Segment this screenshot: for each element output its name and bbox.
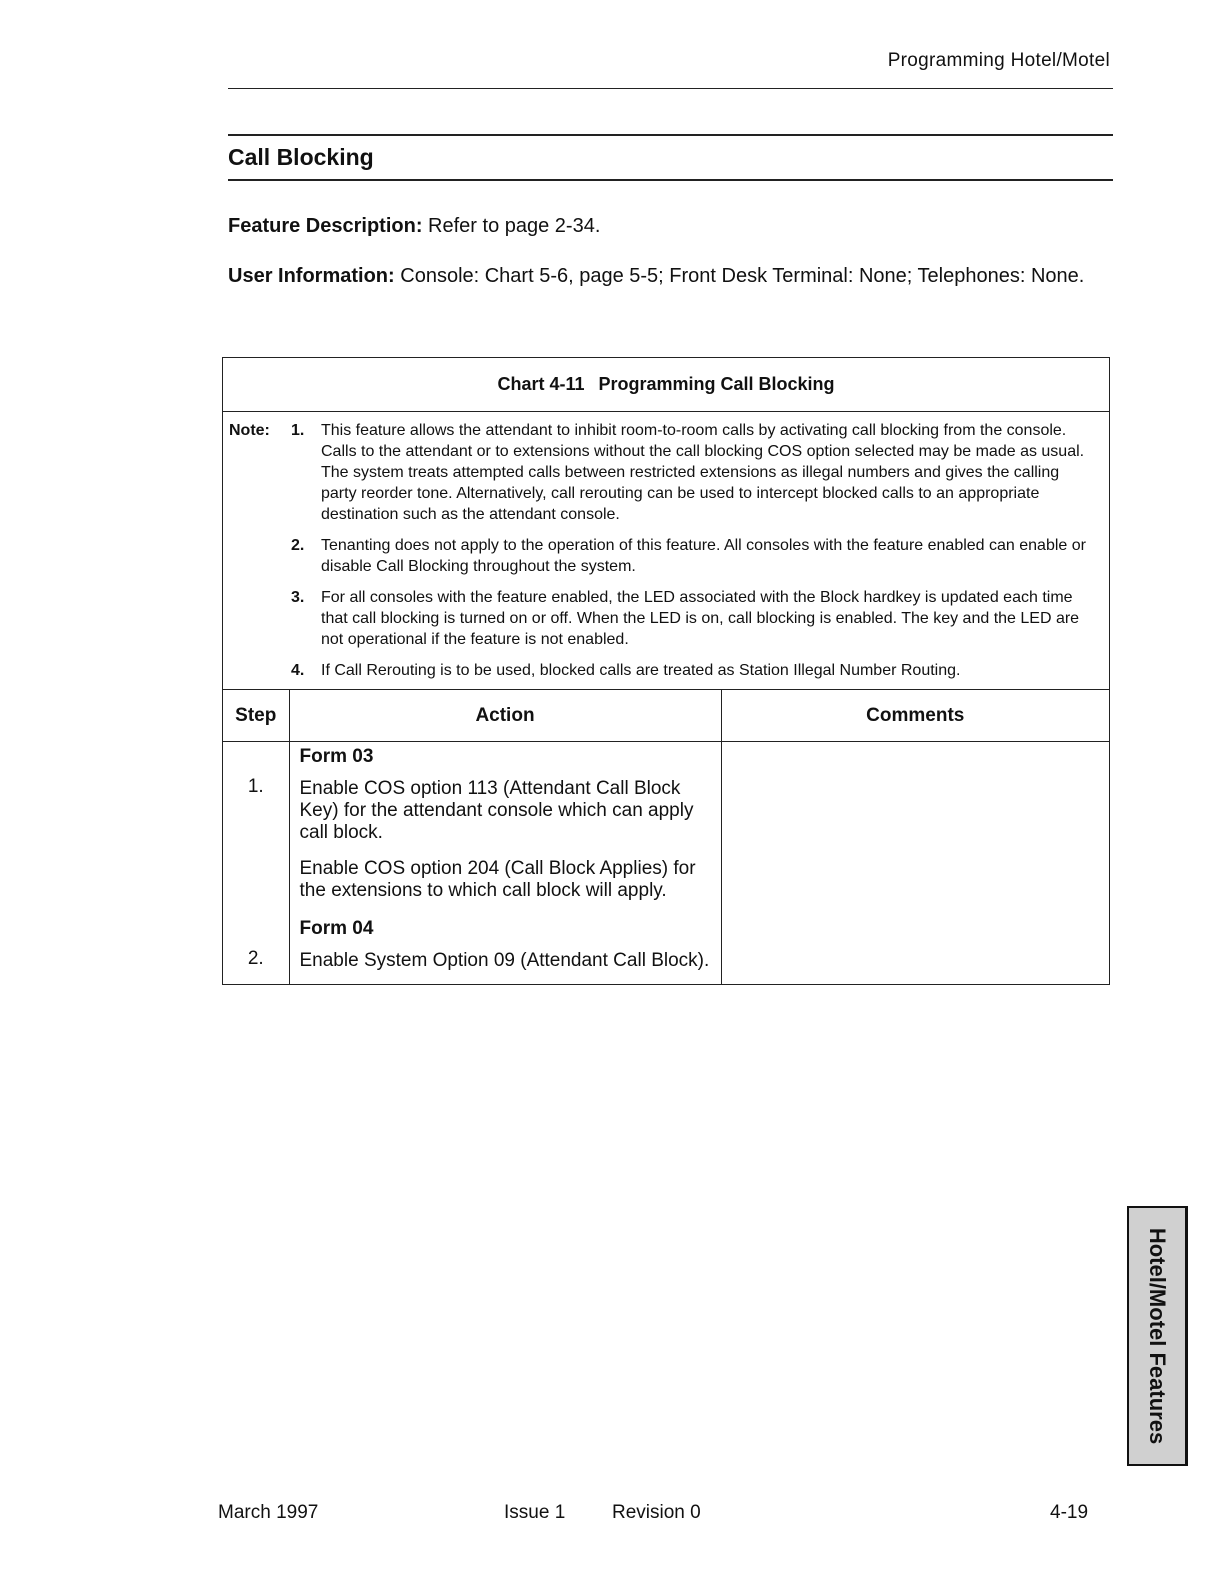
chart-number: Chart 4-11: [497, 374, 585, 394]
notes-block: [223, 412, 1109, 689]
user-information: [228, 264, 1113, 289]
table-header-row: [223, 690, 1109, 742]
user-information-label: User Information:: [228, 265, 395, 287]
feature-description-text: Refer to page 2-34.: [428, 215, 601, 237]
section-title: Call Blocking: [228, 144, 374, 170]
step-number: 2.: [247, 948, 264, 969]
table-row: [223, 742, 1109, 915]
chart-box: [222, 357, 1110, 985]
note-text: For all consoles with the feature enabled, the LED associated with the Block hardkey is updated each time that call blocking is turned on or off. When the LED is on, call blocking is enabled. The key and the LED are not operational if the feature is not enabled.: [321, 589, 1080, 648]
note-item: [229, 535, 1099, 577]
footer-date: March 1997: [218, 1502, 319, 1523]
action-column-header: Action: [289, 690, 721, 742]
comments-column-header: Comments: [721, 690, 1109, 742]
step-cell: [223, 742, 289, 915]
note-text: Tenanting does not apply to the operation of this feature. All consoles with the feature enabled can enable or disable Call Blocking throughout the system.: [321, 537, 1086, 575]
note-item: [229, 420, 1099, 525]
note-label: Note:: [229, 422, 270, 439]
action-cell: [289, 914, 721, 984]
note-number: 1.: [291, 422, 305, 439]
side-tab-label: Hotel/Motel Features: [1145, 1227, 1170, 1445]
action-text: Enable COS option 204 (Call Block Applies) for the extensions to which call block will apply.: [299, 858, 696, 901]
side-tab: [1127, 1206, 1187, 1466]
section-rule-bottom: [228, 179, 1113, 181]
steps-table: [223, 689, 1109, 984]
note-number: 4.: [291, 662, 305, 679]
comments-cell: [721, 742, 1109, 985]
note-item: [229, 660, 1099, 681]
chart-title-text: Programming Call Blocking: [598, 374, 835, 394]
footer-revision: Revision 0: [612, 1502, 701, 1523]
footer-page-number: 4-19: [1050, 1502, 1089, 1523]
header-rule: [228, 88, 1113, 89]
feature-description-label: Feature Description:: [228, 215, 423, 237]
note-number: 3.: [291, 589, 305, 606]
footer-issue: Issue 1: [504, 1502, 566, 1523]
feature-description: [228, 214, 1113, 239]
note-number: 2.: [291, 537, 305, 554]
note-text: This feature allows the attendant to inhibit room-to-room calls by activating call blocking from the console. Calls to the attendant or to extensions without the call blocking COS option selected may be made as usual. The system treats attempted calls between restricted extensions as illegal numbers and gives the calling party reorder tone. Alternatively, call rerouting can be used to intercept blocked calls to an appropriate destination such as the attendant console.: [321, 422, 1085, 523]
action-text: Enable System Option 09 (Attendant Call Block).: [299, 950, 710, 971]
chart-title: [223, 358, 1109, 412]
action-text: Enable COS option 113 (Attendant Call Block Key) for the attendant console which can apply call block.: [299, 778, 694, 843]
step-number: 1.: [247, 776, 264, 797]
form-label: Form 04: [299, 918, 374, 939]
section-rule-top: [228, 134, 1113, 136]
note-text: If Call Rerouting is to be used, blocked calls are treated as Station Illegal Number Routing.: [321, 662, 961, 679]
action-cell: [289, 742, 721, 915]
note-item: [229, 587, 1099, 650]
form-label: Form 03: [299, 746, 374, 767]
step-cell: [223, 914, 289, 984]
running-header: Programming Hotel/Motel: [887, 50, 1110, 71]
step-column-header: Step: [223, 690, 289, 742]
user-information-text: Console: Chart 5-6, page 5-5; Front Desk Terminal: None; Telephones: None.: [400, 265, 1085, 287]
